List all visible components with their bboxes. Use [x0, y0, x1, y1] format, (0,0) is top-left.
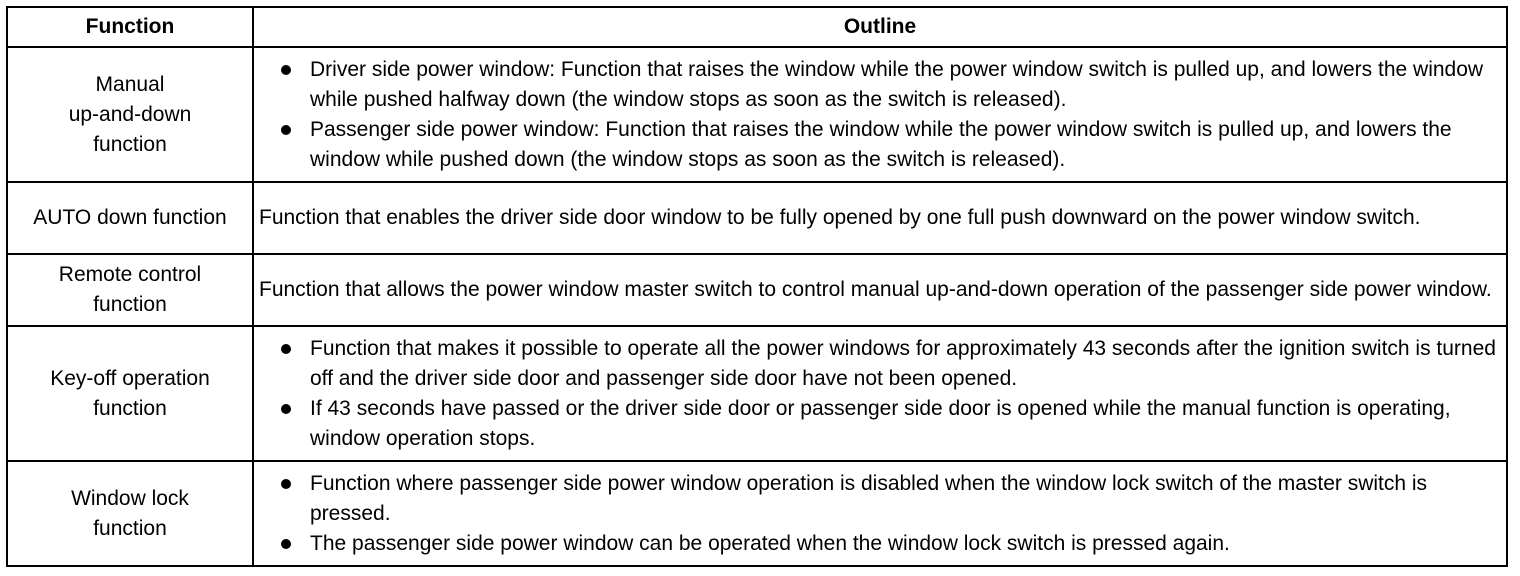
bullet-dot-icon — [281, 539, 291, 549]
table-row-window-lock — [7, 461, 1507, 566]
table-row-key-off-operation — [7, 326, 1507, 461]
function-name: Remote control function — [58, 263, 202, 317]
table-header-row — [7, 7, 1507, 47]
outline-bullet-item — [279, 529, 1506, 559]
outline-bullet-item — [279, 394, 1506, 454]
function-name: AUTO down function — [33, 206, 227, 230]
outline-bullet-text: Driver side power window: Function that raises the window while the power window switch is pulled up, and lowers the window while pushed halfway down (the window stops as soon as the switch is released). — [310, 57, 1484, 111]
function-cell — [7, 461, 253, 566]
function-outline-table — [6, 6, 1508, 567]
outline-cell — [253, 47, 1507, 182]
function-name: Manual up-and-down function — [68, 72, 192, 156]
outline-column-header: Outline — [253, 7, 1507, 47]
outline-cell — [253, 182, 1507, 254]
outline-bullet-text: The passenger side power window can be operated when the window lock switch is pressed again. — [310, 531, 1230, 555]
table-row-manual-up-and-down — [7, 47, 1507, 182]
bullet-dot-icon — [281, 479, 291, 489]
function-cell — [7, 326, 253, 461]
outline-bullet-text: Passenger side power window: Function that raises the window while the power window switch is pulled up, and lowers the window while pushed down (the window stops as soon as the switch is released). — [310, 117, 1452, 171]
function-cell — [7, 254, 253, 326]
outline-bullet-item — [279, 469, 1506, 529]
outline-text: Function that enables the driver side door window to be fully opened by one full push downward on the power window switch. — [259, 206, 1421, 230]
bullet-dot-icon — [281, 65, 291, 75]
outline-cell — [253, 326, 1507, 461]
table-row-auto-down — [7, 182, 1507, 254]
outline-text: Function that allows the power window master switch to control manual up-and-down operation of the passenger side power window. — [259, 278, 1492, 302]
function-name: Key-off operation function — [50, 366, 210, 420]
bullet-dot-icon — [281, 404, 291, 414]
function-name: Window lock function — [71, 486, 189, 540]
outline-bullet-text: Function that makes it possible to operate all the power windows for approximately 43 seconds after the ignition switch is turned off and the driver side door and passenger side door have not been opened. — [310, 336, 1496, 390]
outline-cell — [253, 254, 1507, 326]
outline-bullet-text: Function where passenger side power window operation is disabled when the window lock switch of the master switch is pressed. — [310, 471, 1428, 525]
outline-bullet-item — [279, 334, 1506, 394]
bullet-dot-icon — [281, 125, 291, 135]
outline-cell — [253, 461, 1507, 566]
outline-bullet-item — [279, 55, 1506, 115]
function-column-header: Function — [7, 7, 253, 47]
outline-bullet-item — [279, 115, 1506, 175]
table-row-remote-control — [7, 254, 1507, 326]
function-cell — [7, 47, 253, 182]
outline-bullet-text: If 43 seconds have passed or the driver side door or passenger side door is opened while the manual function is operating, window operation stops. — [310, 396, 1451, 450]
bullet-dot-icon — [281, 344, 291, 354]
function-cell — [7, 182, 253, 254]
